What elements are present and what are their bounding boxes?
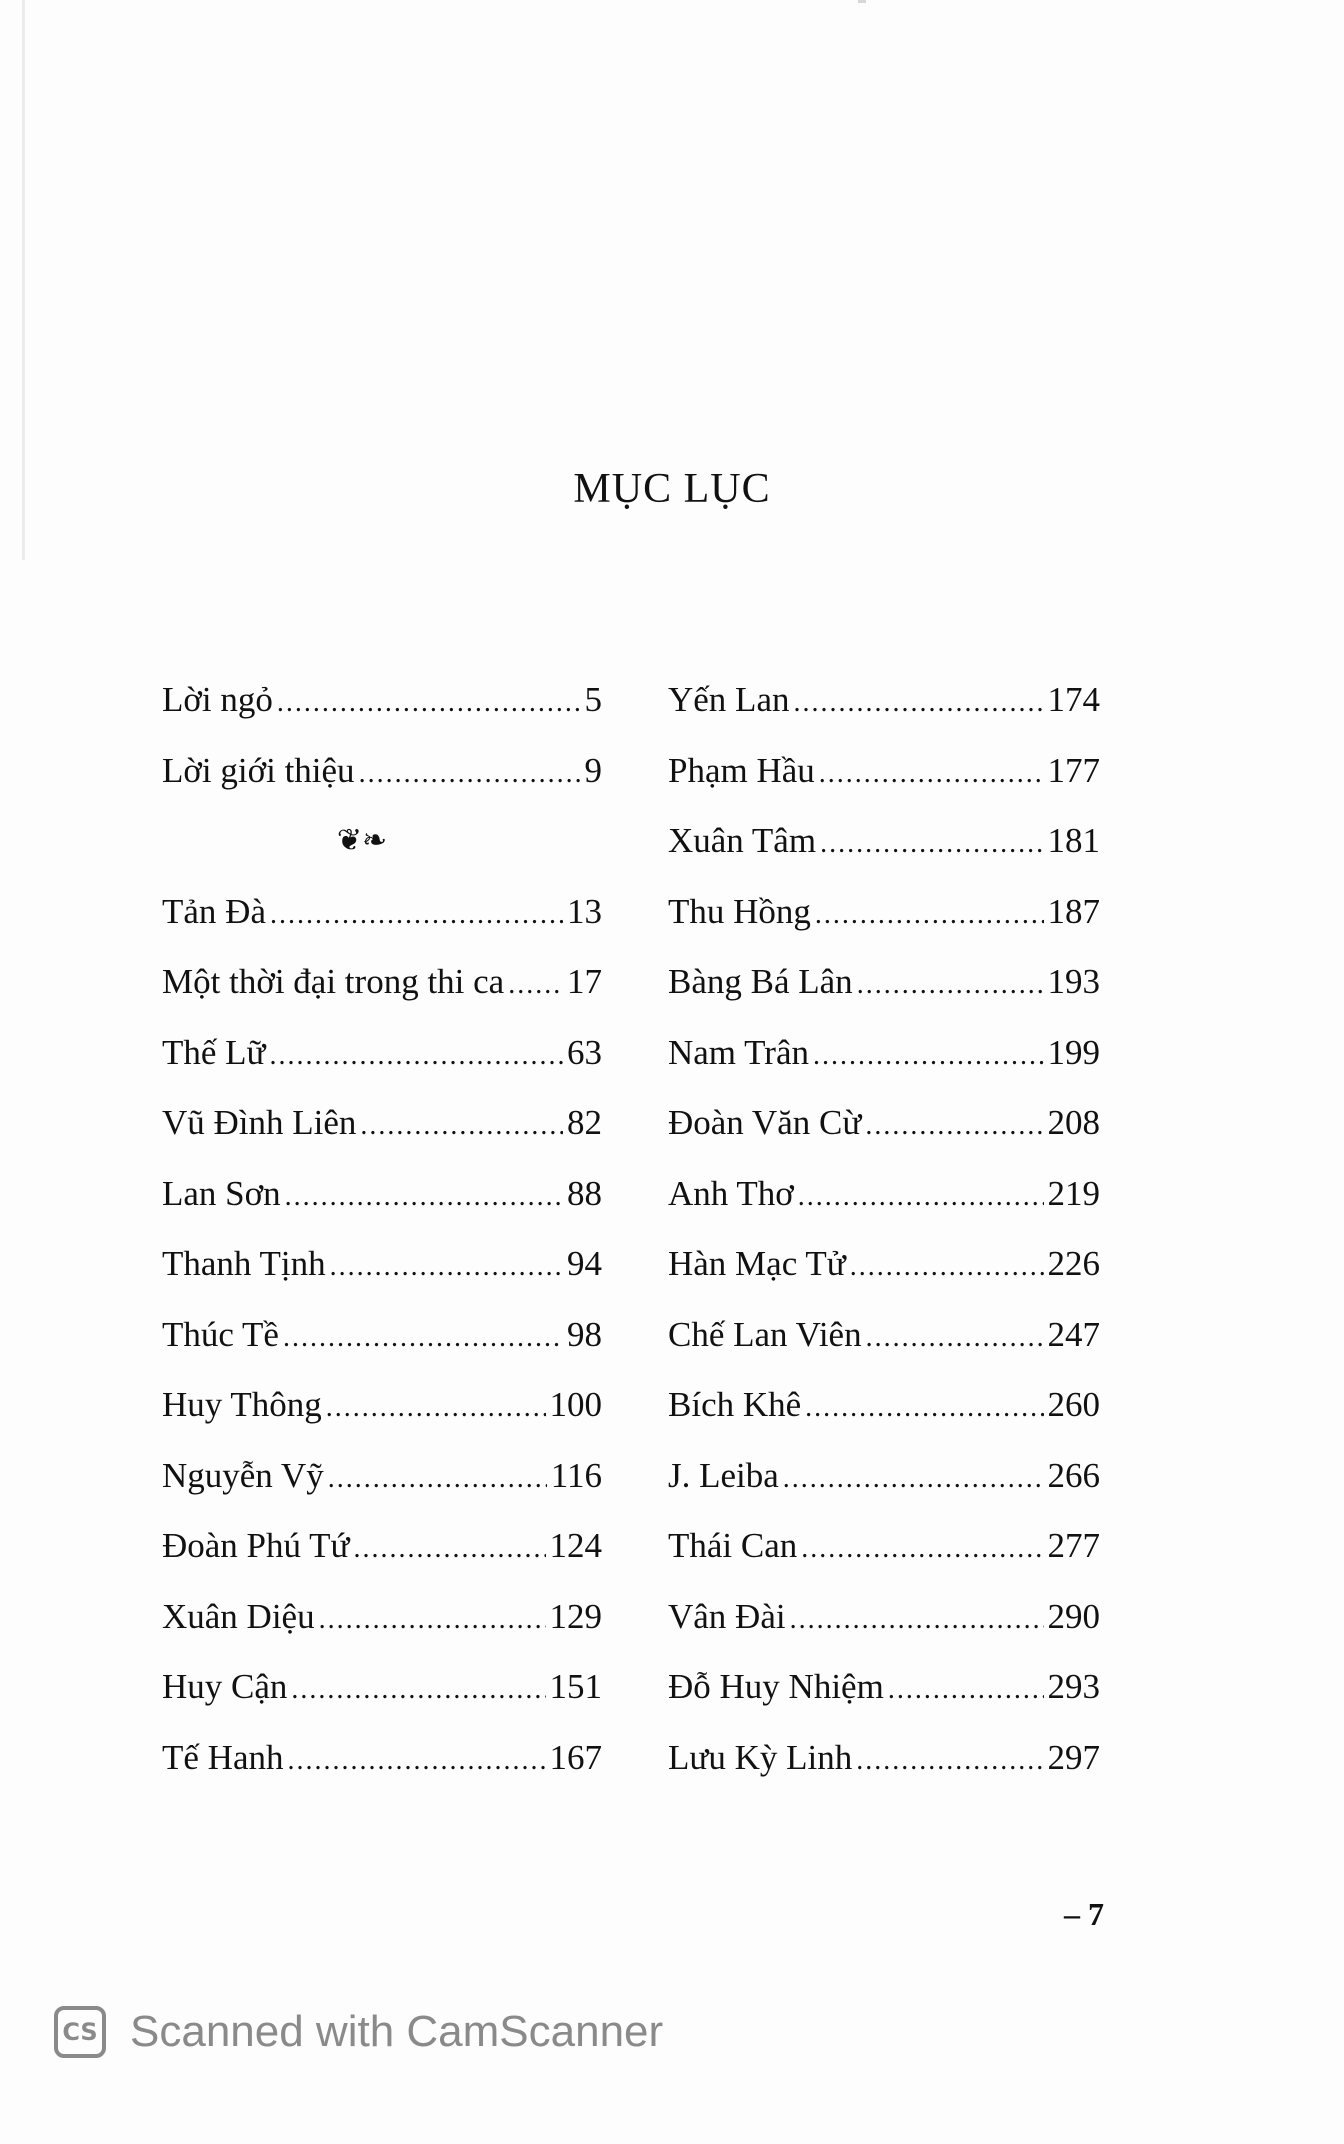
dot-leader — [805, 1373, 1043, 1444]
toc-entry-page: 9 — [584, 750, 602, 790]
toc-entry-page: 100 — [549, 1385, 602, 1424]
toc-entry-page: 181 — [1047, 821, 1100, 860]
toc-entry-name: Phạm Hầu — [668, 750, 815, 790]
toc-entry-name: Huy Cận — [162, 1667, 288, 1706]
toc-entry-page: 226 — [1047, 1244, 1100, 1283]
toc-entry-name: Vũ Đình Liên — [162, 1103, 357, 1142]
dot-leader — [508, 950, 563, 1021]
toc-entry-page: 124 — [549, 1526, 602, 1565]
toc-entry-page: 266 — [1047, 1455, 1100, 1495]
toc-entry-page: 151 — [549, 1667, 602, 1706]
toc-entry — [668, 736, 1100, 807]
toc-entry-name: Lưu Kỳ Linh — [668, 1737, 853, 1777]
toc-entry-name: Hàn Mạc Tử — [668, 1244, 846, 1283]
toc-entry-name: Thế Lữ — [162, 1032, 266, 1072]
toc-entry — [668, 1652, 1100, 1723]
toc-entry-page: 187 — [1047, 891, 1100, 931]
dot-leader — [354, 1514, 546, 1585]
toc-entry-name: Lời giới thiệu — [162, 750, 355, 790]
toc-entry — [668, 877, 1100, 948]
toc-entry-page: 247 — [1047, 1314, 1100, 1354]
dot-leader — [291, 1655, 545, 1726]
toc-entry-name: Lời ngỏ — [162, 680, 273, 719]
toc-entry — [162, 665, 602, 736]
dot-leader — [856, 1726, 1043, 1797]
toc-entry — [668, 806, 1100, 877]
toc-entry — [668, 1018, 1100, 1089]
toc-entry-name: Bàng Bá Lân — [668, 962, 853, 1001]
toc-entry — [668, 665, 1100, 736]
dot-leader — [819, 739, 1044, 810]
toc-entry-name: Đỗ Huy Nhiệm — [668, 1667, 884, 1706]
toc-entry-name: Tế Hanh — [162, 1737, 284, 1777]
dot-leader — [801, 1514, 1043, 1585]
toc-entry — [162, 1370, 602, 1441]
toc-entry-page: 13 — [567, 891, 602, 931]
toc-entry-page: 17 — [567, 962, 602, 1001]
toc-entry — [162, 1300, 602, 1371]
toc-entry-page: 208 — [1047, 1103, 1100, 1142]
toc-entry-page: 260 — [1047, 1385, 1100, 1424]
toc-entry-page: 82 — [567, 1103, 602, 1142]
toc-entry — [162, 1652, 602, 1723]
toc-entry-name: Thúc Tề — [162, 1314, 279, 1354]
toc-entry-page: 193 — [1047, 962, 1100, 1001]
camscanner-logo-icon: CS — [54, 2006, 106, 2058]
toc-entry-name: Bích Khê — [668, 1385, 802, 1424]
dot-leader — [850, 1232, 1044, 1303]
toc-entry-name: Nam Trân — [668, 1032, 809, 1072]
toc-entry — [162, 1723, 602, 1794]
toc-entry-name: Nguyễn Vỹ — [162, 1455, 324, 1495]
toc-entry-page: 177 — [1047, 750, 1100, 790]
page-number: – 7 — [1064, 1896, 1104, 1932]
toc-entry — [162, 877, 602, 948]
toc-entry — [668, 1229, 1100, 1300]
toc-entry — [162, 1159, 602, 1230]
toc-entry — [162, 1441, 602, 1512]
toc-entry-name: Lan Sơn — [162, 1173, 281, 1213]
toc-entry — [668, 1723, 1100, 1794]
toc-entry — [668, 1582, 1100, 1653]
toc-entry-name: Xuân Tâm — [668, 821, 817, 860]
toc-entry — [162, 1088, 602, 1159]
dot-leader — [798, 1162, 1044, 1233]
toc-entry-name: Một thời đại trong thi ca — [162, 962, 505, 1001]
toc-entry-page: 219 — [1047, 1173, 1100, 1213]
dot-leader — [813, 1021, 1044, 1092]
toc-entry — [668, 1441, 1100, 1512]
toc-entry — [162, 1018, 602, 1089]
toc-entry-name: Tản Đà — [162, 891, 266, 931]
toc-entry-page: 129 — [549, 1596, 602, 1636]
toc-entry-name: Thanh Tịnh — [162, 1244, 326, 1283]
toc-entry — [668, 1511, 1100, 1582]
dot-leader — [790, 1585, 1044, 1656]
toc-entry — [668, 1088, 1100, 1159]
dot-leader — [865, 1091, 1043, 1162]
dot-leader — [359, 739, 581, 810]
dot-leader — [866, 1303, 1044, 1374]
dot-leader — [287, 1726, 545, 1797]
dot-leader — [815, 880, 1044, 951]
dot-leader — [793, 668, 1043, 739]
dot-leader — [328, 1444, 547, 1515]
toc-entry-page: 167 — [549, 1737, 602, 1777]
toc-entry-name: Xuân Diệu — [162, 1596, 315, 1636]
toc-entry-page: 88 — [567, 1173, 602, 1213]
toc-entry-name: Đoàn Phú Tứ — [162, 1526, 350, 1565]
watermark-text: Scanned with CamScanner — [130, 2007, 664, 2056]
page-title: MỤC LỤC — [573, 466, 771, 512]
toc-entry-page: 5 — [584, 680, 602, 719]
toc-entry — [162, 947, 602, 1018]
toc-entry-page: 116 — [550, 1455, 602, 1495]
toc-entry-page: 277 — [1047, 1526, 1100, 1565]
dot-leader — [270, 1021, 563, 1092]
dot-leader — [888, 1655, 1044, 1726]
toc-entry-page: 293 — [1047, 1667, 1100, 1706]
toc-entry — [162, 1511, 602, 1582]
toc-entry — [162, 1229, 602, 1300]
toc-entry-name: Anh Thơ — [668, 1173, 794, 1213]
toc-entry-page: 199 — [1047, 1032, 1100, 1072]
toc-entry-page: 297 — [1047, 1737, 1100, 1777]
dot-leader — [319, 1585, 546, 1656]
toc-entry-page: 174 — [1047, 680, 1100, 719]
dot-leader — [270, 880, 563, 951]
scan-speck — [858, 0, 866, 3]
dot-leader — [360, 1091, 563, 1162]
toc-entry-name: Thu Hồng — [668, 891, 811, 931]
toc-entry-name: Chế Lan Viên — [668, 1314, 862, 1354]
toc-entry-name: Huy Thông — [162, 1385, 322, 1424]
toc-left-column — [162, 665, 602, 1793]
toc-entry — [162, 1582, 602, 1653]
toc-entry-name: Vân Đài — [668, 1596, 786, 1636]
toc-entry-page: 290 — [1047, 1596, 1100, 1636]
dot-leader — [857, 950, 1044, 1021]
dot-leader — [330, 1232, 563, 1303]
dot-leader — [783, 1444, 1044, 1515]
toc-entry — [668, 1159, 1100, 1230]
ornament-divider-icon: ❦❧ — [336, 823, 388, 858]
toc-entry-page: 98 — [567, 1314, 602, 1354]
toc-entry-name: Đoàn Văn Cừ — [668, 1103, 862, 1142]
toc-entry — [162, 736, 602, 807]
dot-leader — [326, 1373, 546, 1444]
camscanner-watermark — [54, 2006, 663, 2058]
dot-leader — [277, 668, 581, 739]
dot-leader — [285, 1162, 563, 1233]
toc-entry — [668, 1300, 1100, 1371]
toc-entry-page: 63 — [567, 1032, 602, 1072]
toc-entry-name: Yến Lan — [668, 680, 790, 719]
dot-leader — [283, 1303, 563, 1374]
toc-entry — [668, 947, 1100, 1018]
toc-entry-name: Thái Can — [668, 1526, 798, 1565]
dot-leader — [820, 809, 1043, 880]
toc-entry — [668, 1370, 1100, 1441]
toc-entry-page: 94 — [567, 1244, 602, 1283]
toc-right-column — [668, 665, 1100, 1793]
toc-entry-name: J. Leiba — [668, 1455, 779, 1495]
